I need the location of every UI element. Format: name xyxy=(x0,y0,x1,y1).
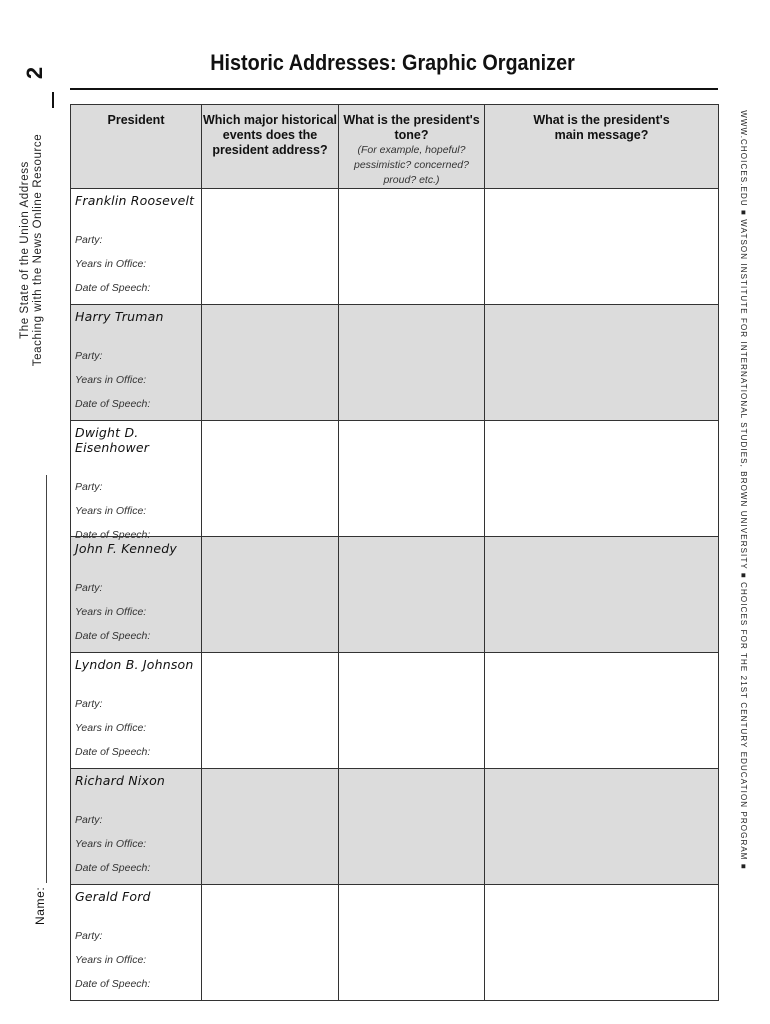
years-field[interactable]: Years in Office: xyxy=(75,606,147,618)
tone-cell[interactable] xyxy=(339,305,485,421)
header-message-text: What is the president's main message? xyxy=(533,113,670,142)
page-number: 2 xyxy=(22,66,47,80)
president-name: Richard Nixon xyxy=(75,773,166,788)
header-events-text: Which major historical events does the president address? xyxy=(202,113,338,157)
years-field[interactable]: Years in Office: xyxy=(75,954,147,966)
president-name: Gerald Ford xyxy=(75,889,151,904)
president-cell xyxy=(71,189,202,305)
name-field[interactable] xyxy=(27,475,47,925)
events-cell[interactable] xyxy=(202,653,339,769)
table-row xyxy=(71,653,719,769)
table-row xyxy=(71,305,719,421)
president-cell xyxy=(71,769,202,885)
name-label: Name: xyxy=(33,886,47,925)
date-field[interactable]: Date of Speech: xyxy=(75,398,151,410)
years-field[interactable]: Years in Office: xyxy=(75,374,147,386)
graphic-organizer-table xyxy=(70,104,719,1001)
header-tone-hint: (For example, hopeful? pessimistic? concerned? proud? etc.) xyxy=(354,144,469,186)
events-cell[interactable] xyxy=(202,537,339,653)
message-cell[interactable] xyxy=(485,189,719,305)
events-cell[interactable] xyxy=(202,769,339,885)
president-name: Franklin Roosevelt xyxy=(75,193,195,208)
table-header-row xyxy=(71,105,719,189)
tone-cell[interactable] xyxy=(339,189,485,305)
message-cell[interactable] xyxy=(485,537,719,653)
header-message xyxy=(485,105,719,189)
header-events xyxy=(202,105,339,189)
header-tone-text: What is the president's tone? xyxy=(343,113,480,142)
message-cell[interactable] xyxy=(485,305,719,421)
table-row xyxy=(71,885,719,1001)
message-cell[interactable] xyxy=(485,885,719,1001)
years-field[interactable]: Years in Office: xyxy=(75,505,147,517)
events-cell[interactable] xyxy=(202,305,339,421)
date-field[interactable]: Date of Speech: xyxy=(75,746,151,758)
events-cell[interactable] xyxy=(202,189,339,305)
years-field[interactable]: Years in Office: xyxy=(75,722,147,734)
message-cell[interactable] xyxy=(485,421,719,537)
side-header-left xyxy=(19,100,55,400)
tone-cell[interactable] xyxy=(339,885,485,1001)
table-row xyxy=(71,189,719,305)
tone-cell[interactable] xyxy=(339,537,485,653)
table-row xyxy=(71,537,719,653)
header-president: President xyxy=(71,105,202,189)
tone-cell[interactable] xyxy=(339,653,485,769)
tone-cell[interactable] xyxy=(339,421,485,537)
party-field[interactable]: Party: xyxy=(75,350,103,362)
page-title: Historic Addresses: Graphic Organizer xyxy=(210,50,575,75)
side-footer-right: WWW.CHOICES.EDU ■ WATSON INSTITUTE FOR INTERNATIONAL STUDIES, BROWN UNIVERSITY ■ CHOICES FOR THE 21ST CENTURY EDUCATION PROGRAM ■ xyxy=(739,110,748,870)
president-cell xyxy=(71,885,202,1001)
president-name: John F. Kennedy xyxy=(75,541,177,556)
date-field[interactable]: Date of Speech: xyxy=(75,978,151,990)
date-field[interactable]: Date of Speech: xyxy=(75,529,151,541)
tone-cell[interactable] xyxy=(339,769,485,885)
party-field[interactable]: Party: xyxy=(75,814,103,826)
message-cell[interactable] xyxy=(485,653,719,769)
events-cell[interactable] xyxy=(202,885,339,1001)
title-rule xyxy=(70,88,718,90)
party-field[interactable]: Party: xyxy=(75,481,103,493)
president-cell xyxy=(71,653,202,769)
party-field[interactable]: Party: xyxy=(75,930,103,942)
president-cell xyxy=(71,305,202,421)
party-field[interactable]: Party: xyxy=(75,582,103,594)
header-tone xyxy=(339,105,485,189)
message-cell[interactable] xyxy=(485,769,719,885)
years-field[interactable]: Years in Office: xyxy=(75,838,147,850)
name-line[interactable] xyxy=(32,475,47,883)
president-cell xyxy=(71,537,202,653)
party-field[interactable]: Party: xyxy=(75,698,103,710)
president-name: Harry Truman xyxy=(75,309,164,324)
years-field[interactable]: Years in Office: xyxy=(75,258,147,270)
events-cell[interactable] xyxy=(202,421,339,537)
table-row xyxy=(71,421,719,537)
date-field[interactable]: Date of Speech: xyxy=(75,282,151,294)
date-field[interactable]: Date of Speech: xyxy=(75,862,151,874)
date-field[interactable]: Date of Speech: xyxy=(75,630,151,642)
unit-title: The State of the Union Address xyxy=(19,161,31,339)
president-name: Lyndon B. Johnson xyxy=(75,657,194,672)
party-field[interactable]: Party: xyxy=(75,234,103,246)
president-cell xyxy=(71,421,202,541)
table-row xyxy=(71,769,719,885)
president-name: Dwight D. Eisenhower xyxy=(75,425,150,455)
resource-subtitle: Teaching with the News Online Resource xyxy=(32,133,44,367)
